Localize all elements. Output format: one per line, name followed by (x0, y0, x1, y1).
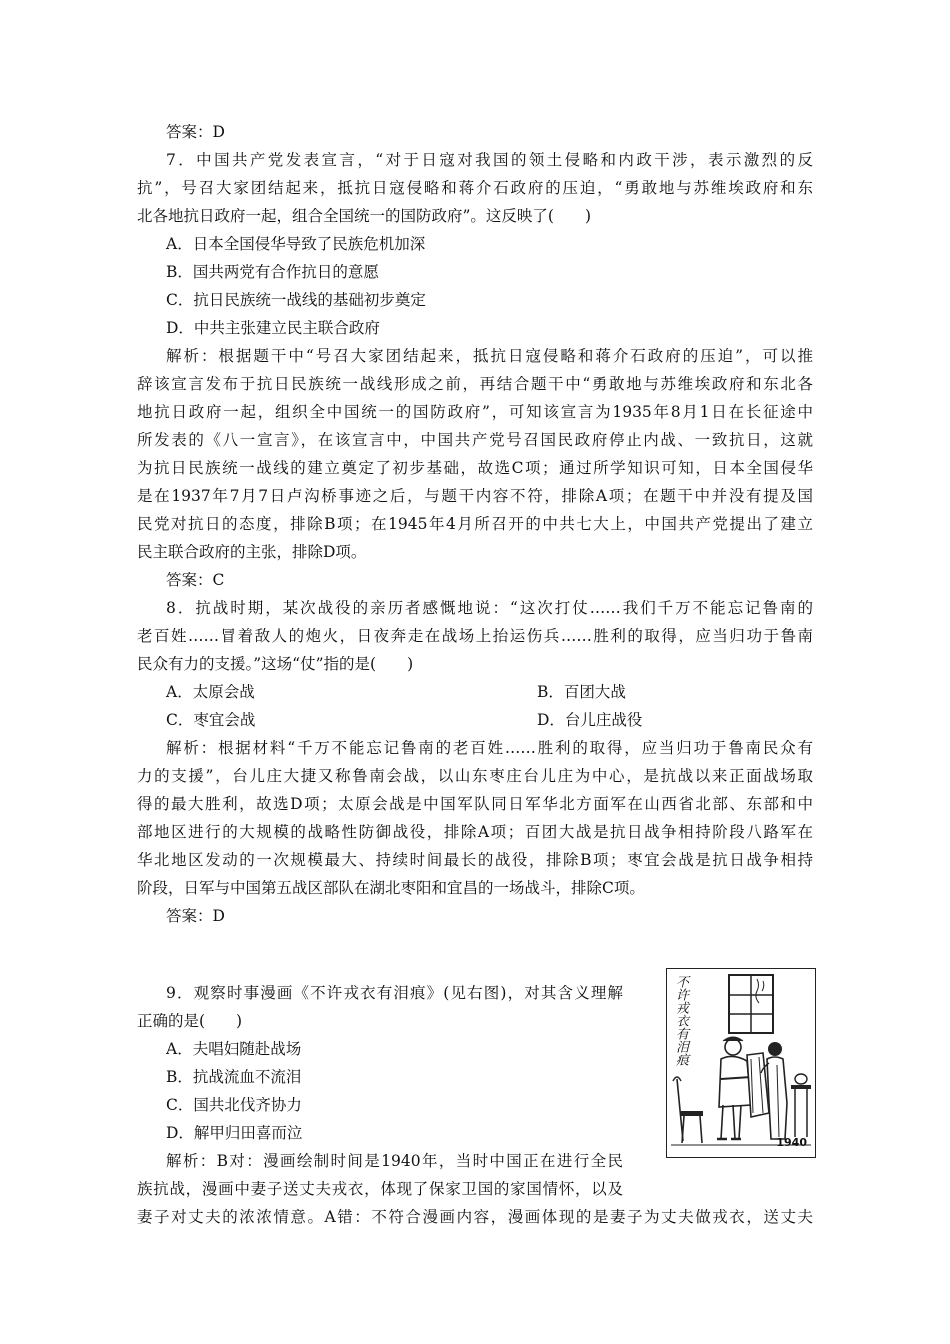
q7-analysis-line: 民主联合政府的主张，排除D项。 (137, 543, 367, 561)
q8-answer: 答案：D (166, 907, 225, 925)
q7-analysis-line: 民党对抗日的态度，排除B项；在1945年4月所召开的中共七大上，中国共产党提出了建立 (137, 515, 813, 533)
cartoon-illustration-icon (667, 969, 815, 1157)
q8-analysis-line: 得的最大胜利，故选D项；太原会战是中国军队同日军华北方面军在山西省北部、东部和中 (137, 795, 813, 813)
q9-option-d: D．解甲归田喜而泣 (166, 1124, 303, 1142)
q8-option-d: D．台儿庄战役 (537, 711, 643, 729)
q9-analysis-line: 解析：B对：漫画绘制时间是1940年，当时中国正在进行全民 (166, 1152, 623, 1170)
q7-stem-line: 7．中国共产党发表宣言，“对于日寇对我国的领土侵略和内政干涉，表示激烈的反 (166, 151, 813, 169)
q8-analysis-line: 力的支援”，台儿庄大捷又称鲁南会战，以山东枣庄台儿庄为中心，是抗战以来正面战场取 (137, 767, 813, 785)
q9-option-b: B．抗战流血不流泪 (166, 1068, 302, 1086)
cartoon-figure (666, 968, 816, 1158)
q7-analysis-line: 是在1937年7月7日卢沟桥事迹之后，与题干内容不符，排除A项；在题干中并没有提及国 (137, 487, 813, 505)
q9-option-a: A．夫唱妇随赴战场 (166, 1040, 302, 1058)
q7-option-d: D．中共主张建立民主联合政府 (166, 319, 380, 337)
q8-analysis-line: 阶段，日军与中国第五战区部队在湖北枣阳和宜昌的一场战斗，排除C项。 (137, 879, 645, 897)
q7-option-b: B．国共两党有合作抗日的意愿 (166, 263, 379, 281)
q9-stem-line: 9．观察时事漫画《不许戎衣有泪痕》(见右图)，对其含义理解 (166, 984, 623, 1002)
q9-analysis-line: 妻子对丈夫的浓浓情意。A错：不符合漫画内容，漫画体现的是妻子为丈夫做戎衣，送丈夫 (137, 1208, 813, 1226)
q8-stem-line: 民众有力的支援。”这场“仗”指的是( ) (137, 655, 414, 673)
q7-analysis-line: 为抗日民族统一战线的建立奠定了初步基础，故选C项；通过所学知识可知，日本全国侵华 (137, 459, 813, 477)
q9-stem-line: 正确的是( ) (137, 1012, 243, 1030)
q8-stem-line: 8．抗战时期，某次战役的亲历者感慨地说：“这次打仗……我们千万不能忘记鲁南的 (166, 599, 813, 617)
q9-option-c: C．国共北伐齐协力 (166, 1096, 302, 1114)
q8-analysis-line: 解析：根据材料“千万不能忘记鲁南的老百姓……胜利的取得，应当归功于鲁南民众有 (166, 739, 813, 757)
q8-analysis-line: 部地区进行的大规模的战略性防御战役，排除A项；百团大战是抗日战争相持阶段八路军在 (137, 823, 813, 841)
q7-option-c: C．抗日民族统一战线的基础初步奠定 (166, 291, 426, 309)
q7-analysis-line: 解析：根据题干中“号召大家团结起来，抵抗日寇侵略和蒋介石政府的压迫”，可以推 (166, 347, 813, 365)
q8-option-b: B．百团大战 (537, 683, 626, 701)
q8-option-c: C．枣宜会战 (166, 711, 256, 729)
q8-option-a: A．太原会战 (166, 683, 255, 701)
cartoon-caption-vertical: 不许戎衣有泪痕 (673, 975, 688, 1066)
q7-stem-line: 北各地抗日政府一起，组合全国统一的国防政府”。这反映了( ) (137, 207, 592, 225)
q7-analysis-line: 所发表的《八一宣言》，在该宣言中，中国共产党号召国民政府停止内战、一致抗日，这就 (137, 431, 813, 449)
q7-analysis-line: 地抗日政府一起，组织全中国统一的国防政府”，可知该宣言为1935年8月1日在长征途中 (137, 403, 813, 421)
q7-stem-line: 抗”，号召大家团结起来，抵抗日寇侵略和蒋介石政府的压迫，“勇敢地与苏维埃政府和东 (137, 179, 813, 197)
cartoon-year: 1940 (776, 1136, 807, 1149)
q7-answer: 答案：C (166, 571, 225, 589)
q7-option-a: A．日本全国侵华导致了民族危机加深 (166, 235, 426, 253)
q7-analysis-line: 辞该宣言发布于抗日民族统一战线形成之前，再结合题干中“勇敢地与苏维埃政府和东北各 (137, 375, 813, 393)
q8-stem-line: 老百姓……冒着敌人的炮火，日夜奔走在战场上抬运伤兵……胜利的取得，应当归功于鲁南 (137, 627, 813, 645)
q8-analysis-line: 华北地区发动的一次规模最大、持续时间最长的战役，排除B项；枣宜会战是抗日战争相持 (137, 851, 813, 869)
q9-analysis-line: 族抗战，漫画中妻子送丈夫戎衣，体现了保家卫国的家国情怀，以及 (137, 1180, 623, 1198)
q6-answer: 答案：D (166, 123, 225, 141)
